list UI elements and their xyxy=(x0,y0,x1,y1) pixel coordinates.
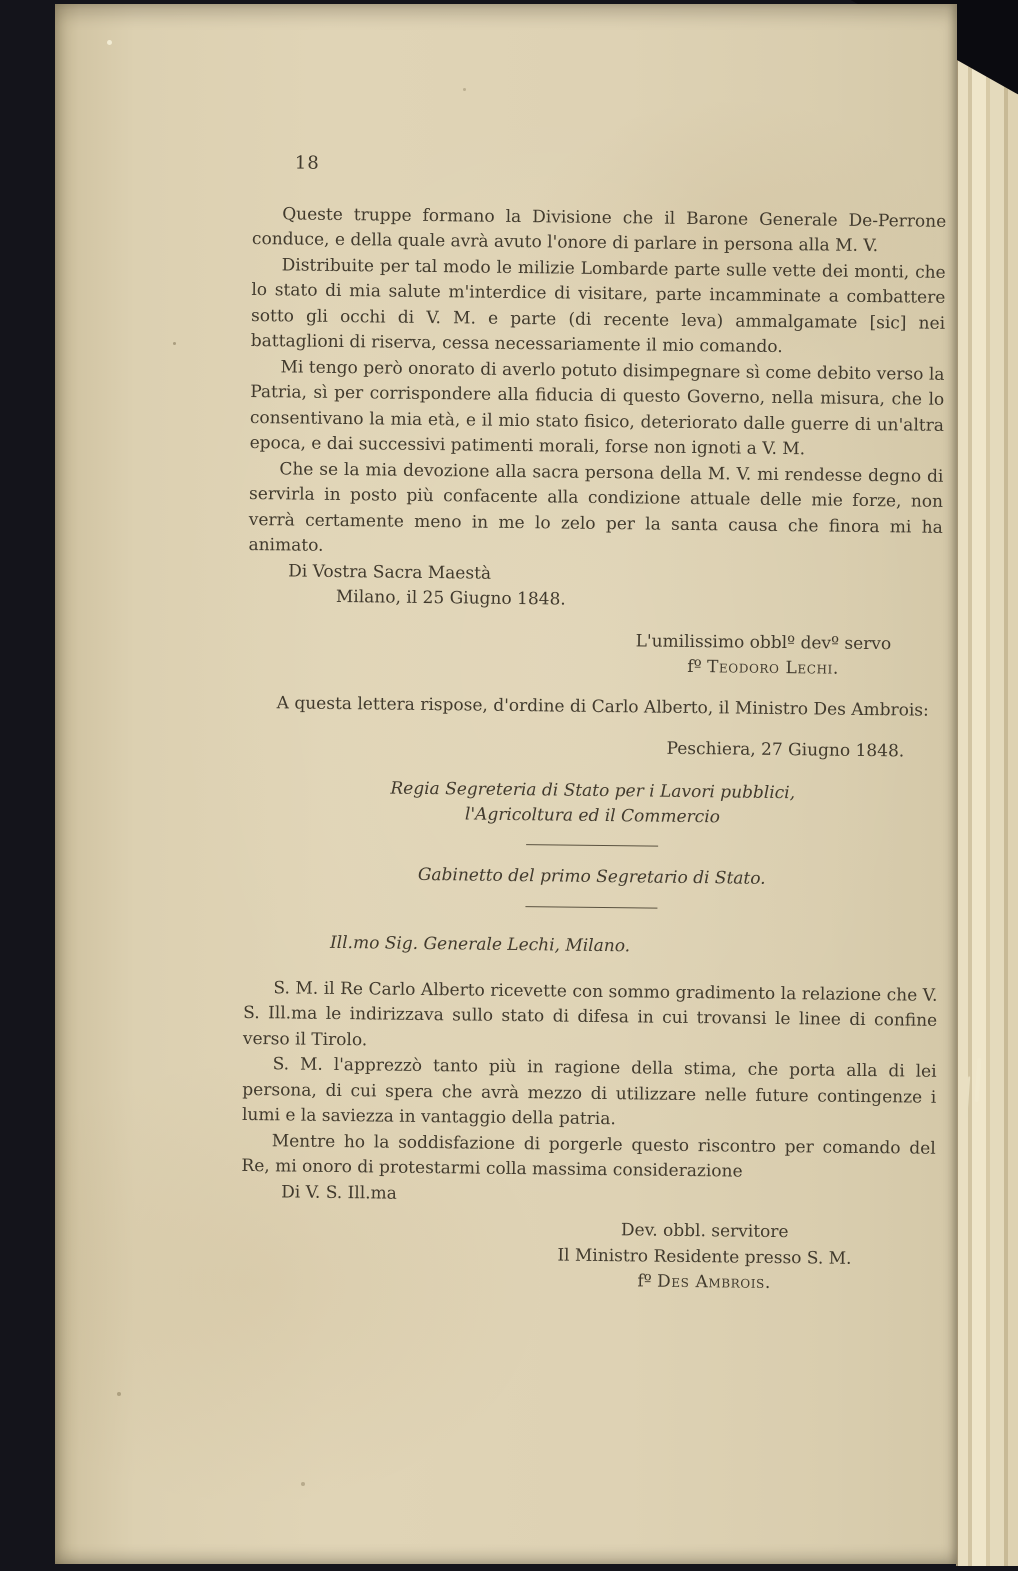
signoff-line: Il Ministro Residente presso S. M. xyxy=(557,1245,852,1269)
letterhead-line: l'Agricoltura ed il Commercio xyxy=(464,804,721,828)
signature-prefix: fº xyxy=(637,1271,658,1292)
paper-speck xyxy=(301,1482,305,1486)
paragraph: Mi tengo però onorato di averlo potuto disimpegnare sì come debito verso la Patria, sì per corrispondere alla fiducia di questo Governo, nella misura, che lo consentivano la mia età, e il mio stato fisico, deteriorato dalle guerre di un'altra epoca, e dai successivi patimenti morali, forse non ignoti a V. M. xyxy=(249,356,945,460)
valediction: Di Vostra Sacra Maestà xyxy=(288,560,492,584)
paper-speck xyxy=(173,342,176,345)
office-line: Gabinetto del primo Segretario di Stato. xyxy=(417,864,766,889)
signature-name: Teodoro Lechi. xyxy=(706,657,840,679)
paragraph: Che se la mia devozione alla sacra persona della M. V. mi rendesse degno di servirla in posto più confacente alla condizione attuale delle mie forze, non verrà certamente meno in me lo zelo per la santa causa che finora mi ha animato. xyxy=(248,458,944,556)
paragraph: S. M. il Re Carlo Alberto ricevette con sommo gradimento la relazione che V. S. Ill.ma le indirizzava sullo stato di difesa in cui trovansi le linee di confine verso il Tirolo. xyxy=(242,977,938,1050)
paragraph: Mentre ho la soddisfazione di porgerle questo riscontro per comando del Re, mi onoro di protestarmi colla massima considerazione xyxy=(241,1130,936,1182)
signature-prefix: fº xyxy=(687,656,708,678)
signature xyxy=(593,654,933,683)
valediction: Di V. S. Ill.ma xyxy=(281,1181,397,1204)
dateline: Peschiera, 27 Giugno 1848. xyxy=(666,738,905,762)
signature xyxy=(504,1268,904,1298)
paragraph: Distribuite per tal modo le milizie Lombarde parte sulle vette dei monti, che lo stato di mia salute m'interdice di visitare, parte incamminate a combattere sotto gli occhi di V. M. e parte (di recente leva) ammalgamate [sic] nei battaglioni di riserva, cessa necessariamente il mio comando. xyxy=(250,254,946,358)
page-number: 18 xyxy=(294,152,320,174)
letterhead xyxy=(245,774,940,833)
letterhead-line: Regia Segreteria di Stato per i Lavori pubblici, xyxy=(390,778,796,803)
signature-block xyxy=(593,628,934,683)
paper-speck xyxy=(117,1392,121,1396)
narrator-note: A questa lettera rispose, d'ordine di Carlo Alberto, il Ministro Des Ambrois: xyxy=(276,692,929,721)
paragraph: S. M. l'apprezzò tanto più in ragione della stima, che porta alla di lei persona, di cui spera che avrà mezzo di utilizzare nelle future contingenze i lumi e la saviezza in vantaggio della patria. xyxy=(241,1054,937,1130)
signature-block xyxy=(504,1217,905,1298)
paper-speck xyxy=(107,40,112,45)
section-divider xyxy=(526,844,658,846)
paper-speck xyxy=(463,88,466,91)
section-divider xyxy=(525,906,657,908)
signoff-line: L'umilissimo obblº devº servo xyxy=(635,630,892,654)
signature-name: Des Ambrois. xyxy=(656,1271,772,1293)
page-edges xyxy=(956,0,1018,1566)
signoff-line: Dev. obbl. servitore xyxy=(620,1220,789,1243)
dateline: Milano, il 25 Giugno 1848. xyxy=(335,586,566,610)
paragraph: Queste truppe formano la Divisione che il Barone Generale De-Perrone conduce, e della quale avrà avuto l'onore di parlare in persona alla M. V. xyxy=(251,203,947,257)
book-page xyxy=(55,4,957,1564)
page-content xyxy=(240,150,947,1298)
salutation: Ill.mo Sig. Generale Lechi, Milano. xyxy=(329,932,631,957)
